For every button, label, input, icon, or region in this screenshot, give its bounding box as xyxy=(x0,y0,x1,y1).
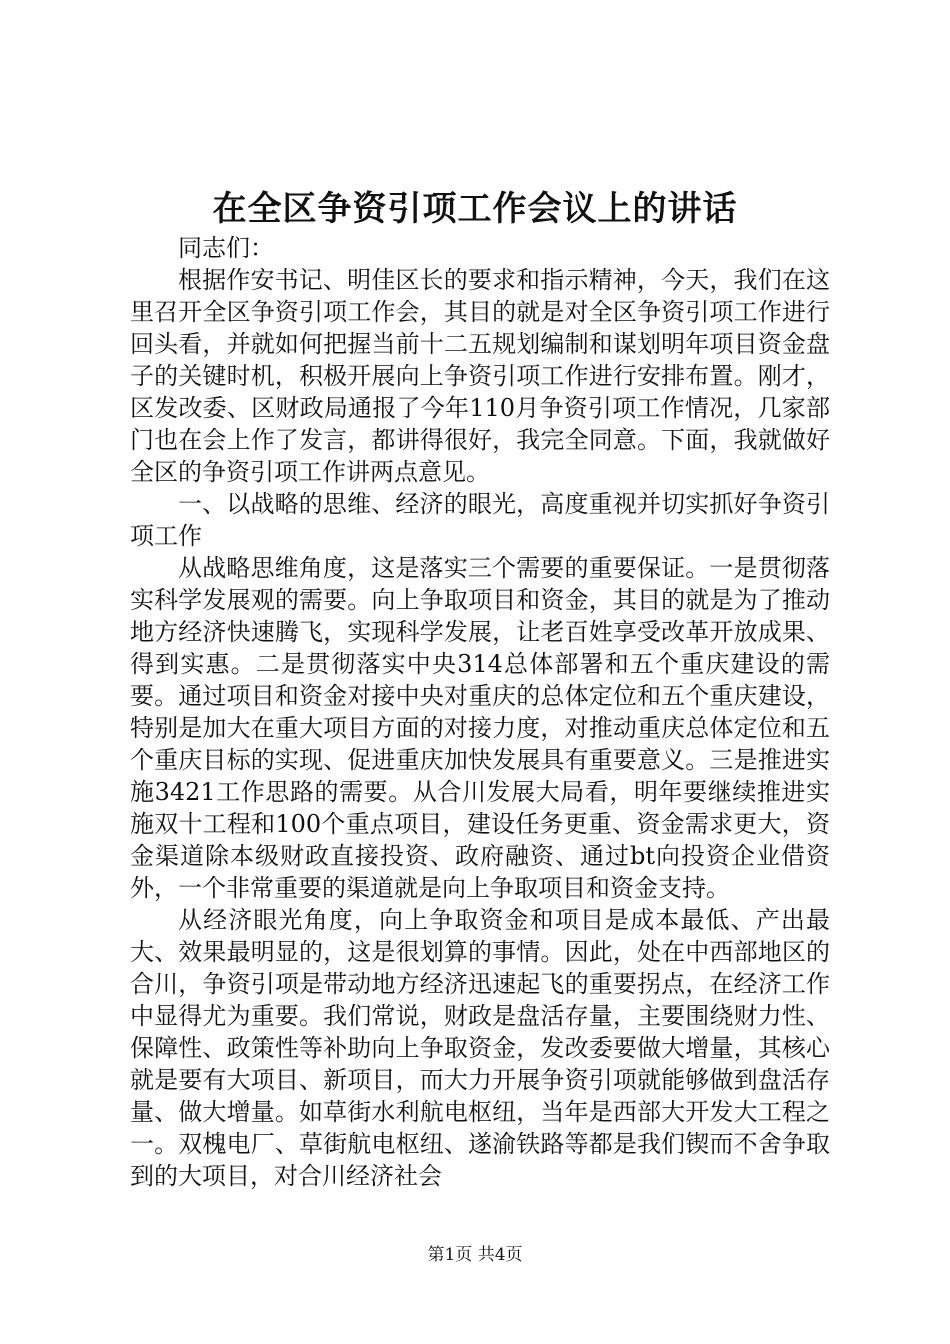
document-title: 在全区争资引项工作会议上的讲话 xyxy=(212,189,738,229)
section-heading-1: 一、以战略的思维、经济的眼光，高度重视并切实抓好争资引项工作 xyxy=(130,490,830,550)
document-body xyxy=(130,232,830,1192)
salutation: 同志们： xyxy=(178,234,274,262)
paragraph-economic: 从经济眼光角度，向上争取资金和项目是成本最低、产出最大、效果最明显的，这是很划算的事情。因此，处在中西部地区的合川，争资引项是带动地方经济迅速起飞的重要拐点，在经济工作中显得尤为重要。我们常说，财政是盘活存量，主要围绕财力性、保障性、政策性等补助向上争取资金，发改委要做大增量，其核心就是要有大项目、新项目，而大力开展争资引项就能够做到盘活存量、做大增量。如草街水利航电枢纽，当年是西部大开发大工程之一。双槐电厂、草街航电枢纽、遂渝铁路等都是我们锲而不舍争取到的大项目，对合川经济社会 xyxy=(130,906,830,1190)
paragraph-intro: 根据作安书记、明佳区长的要求和指示精神，今天，我们在这里召开全区争资引项工作会，其目的就是对全区争资引项工作进行回头看，并就如何把握当前十二五规划编制和谋划明年项目资金盘子的关键时机，积极开展向上争资引项工作进行安排布置。刚才，区发改委、区财政局通报了今年110月争资引项工作情况，几家部门也在会上作了发言，都讲得很好，我完全同意。下面，我就做好全区的争资引项工作讲两点意见。 xyxy=(130,266,830,486)
paragraph-strategic: 从战略思维角度，这是落实三个需要的重要保证。一是贯彻落实科学发展观的需要。向上争取项目和资金，其目的就是为了推动地方经济快速腾飞，实现科学发展，让老百姓享受改革开放成果、得到实惠。二是贯彻落实中央314总体部署和五个重庆建设的需要。通过项目和资金对接中央对重庆的总体定位和五个重庆建设，特别是加大在重大项目方面的对接力度，对推动重庆总体定位和五个重庆目标的实现、促进重庆加快发展具有重要意义。三是推进实施3421工作思路的需要。从合川发展大局看，明年要继续推进实施双十工程和100个重点项目，建设任务更重、资金需求更大，资金渠道除本级财政直接投资、政府融资、通过bt向投资企业借资外，一个非常重要的渠道就是向上争取项目和资金支持。 xyxy=(130,554,830,902)
page-footer: 第1页 共4页 xyxy=(427,1245,523,1265)
